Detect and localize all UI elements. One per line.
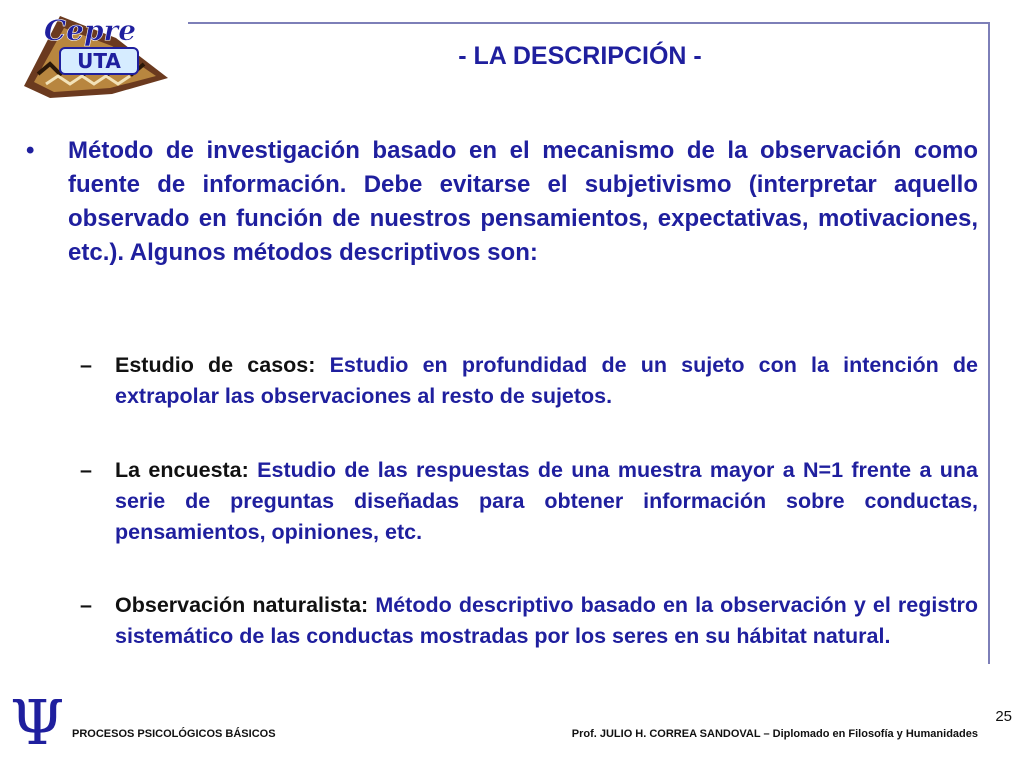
subitem-description: Estudio en profundidad de un sujeto con la intención de extrapolar las observaciones al resto de sujetos. <box>115 353 978 408</box>
slide-title: - LA DESCRIPCIÓN - <box>458 42 702 70</box>
cepre-logo <box>20 8 170 100</box>
subitem-la-encuesta <box>80 455 978 548</box>
logo-text: Cepre <box>43 14 137 47</box>
logo-subtext: UTA <box>77 49 121 73</box>
main-bullet <box>26 134 978 270</box>
dash-marker: – <box>80 353 92 377</box>
subitem-description: Método descriptivo basado en la observación y el registro sistemático de las conductas mostradas por los seres en su hábitat natural. <box>115 593 978 648</box>
frame-top-line <box>188 22 990 24</box>
page-number: 25 <box>995 708 1012 725</box>
dash-marker: – <box>80 458 92 482</box>
subitem-term: Estudio de casos: <box>115 353 316 377</box>
footer-author: Prof. JULIO H. CORREA SANDOVAL – Diplomado en Filosofía y Humanidades <box>571 728 978 740</box>
frame-right-line <box>988 22 990 664</box>
subitem-description: Estudio de las respuestas de una muestra mayor a N=1 frente a una serie de preguntas diseñadas para obtener información sobre conductas, pensamientos, opiniones, etc. <box>115 458 978 544</box>
psi-icon: Ψ <box>10 686 65 759</box>
main-bullet-text: Método de investigación basado en el mecanismo de la observación como fuente de información. Debe evitarse el subjetivismo (interpretar aquello observado en función de nuestros pensamientos, expectativas, motivaciones, etc.). Algunos métodos descriptivos son: <box>68 137 978 266</box>
dash-marker: – <box>80 593 92 617</box>
footer-course: PROCESOS PSICOLÓGICOS BÁSICOS <box>72 728 276 740</box>
subitem-observacion-naturalista <box>80 590 978 652</box>
subitem-term: Observación naturalista: <box>115 593 369 617</box>
subitem-term: La encuesta: <box>115 458 249 482</box>
bullet-marker: • <box>26 137 35 164</box>
subitem-estudio-de-casos <box>80 350 978 412</box>
